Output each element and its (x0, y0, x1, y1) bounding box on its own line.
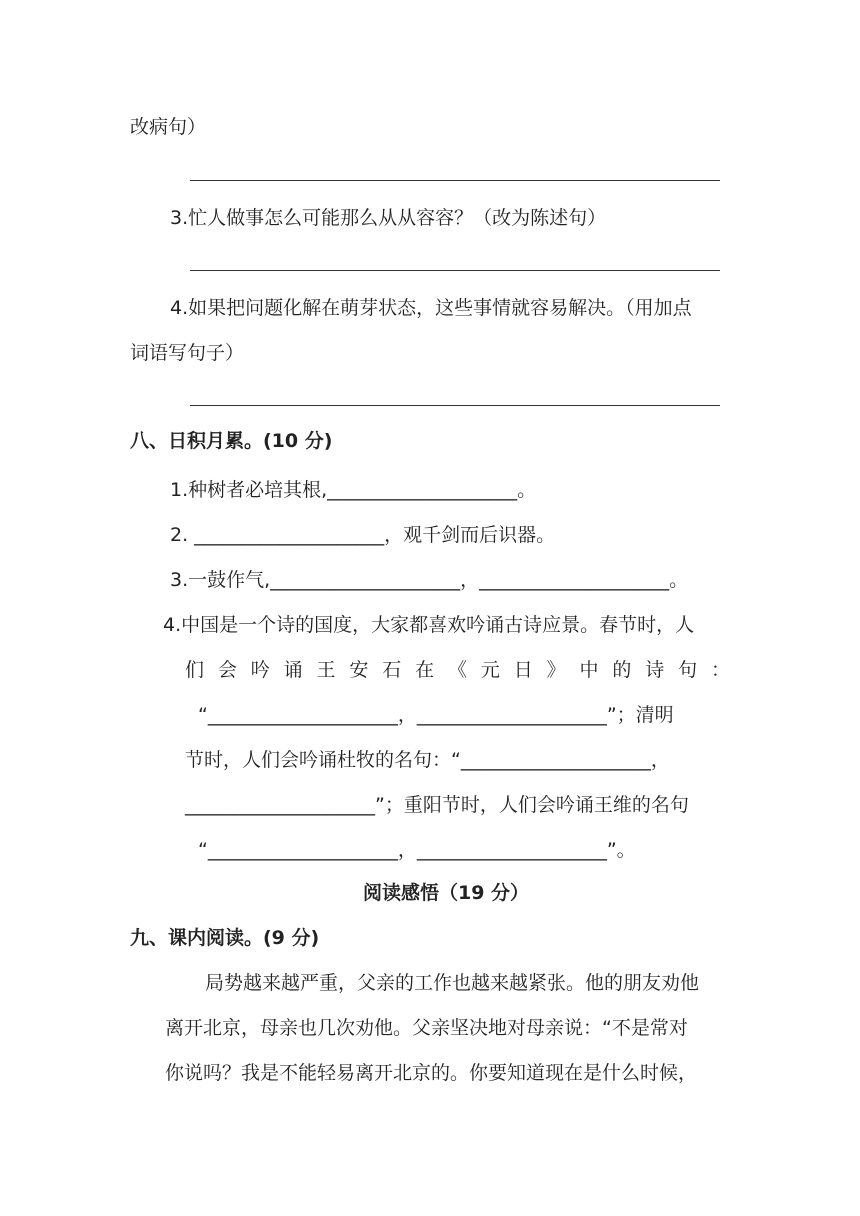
s8-item-3: 3.一鼓作气,____________________，____________________。 (170, 569, 689, 591)
passage-line-1: 局势越来越严重，父亲的工作也越来越紧张。他的朋友劝他 (205, 972, 700, 994)
answer-line (190, 405, 720, 406)
passage-line-2: 离开北京，母亲也几次劝他。父亲坚决地对母亲说：“不是常对 (165, 1017, 688, 1039)
q7-item-4-line1: 4.如果把问题化解在萌芽状态，这些事情就容易解决。（用加点 (170, 297, 692, 319)
s8-item-4-line3: “____________________，____________________”；清明 (198, 704, 674, 726)
section-8-heading: 八、日积月累。(10 分) (130, 430, 333, 452)
s8-item-4-line5: ____________________”；重阳节时，人们会吟诵王维的名句 (185, 794, 689, 816)
s8-item-4-line1: 4.中国是一个诗的国度，大家都喜欢吟诵古诗应景。春节时，人 (163, 614, 695, 636)
q7-item-4-line2: 词语写句子） (130, 342, 245, 364)
answer-line (190, 180, 720, 181)
answer-line (190, 270, 720, 271)
s8-item-1: 1.种树者必培其根,____________________。 (170, 479, 537, 501)
s8-item-4-line6: “____________________，____________________”。 (198, 839, 636, 861)
reading-section-title: 阅读感悟（19 分） (363, 882, 530, 904)
section-9-heading: 九、课内阅读。(9 分) (130, 927, 320, 949)
q7-item-3: 3.忙人做事怎么可能那么从从容容？（改为陈述句） (170, 207, 607, 229)
s8-item-4-line2: 们会吟诵王安石在《元日》中的诗句： (185, 659, 730, 681)
s8-item-4-line4: 节时，人们会吟诵杜牧的名句：“____________________， (185, 749, 670, 771)
passage-line-3: 你说吗？我是不能轻易离开北京的。你要知道现在是什么时候， (165, 1062, 698, 1084)
q7-continuation: 改病句） (130, 116, 207, 138)
s8-item-2: 2. ____________________，观千剑而后识器。 (170, 524, 556, 546)
